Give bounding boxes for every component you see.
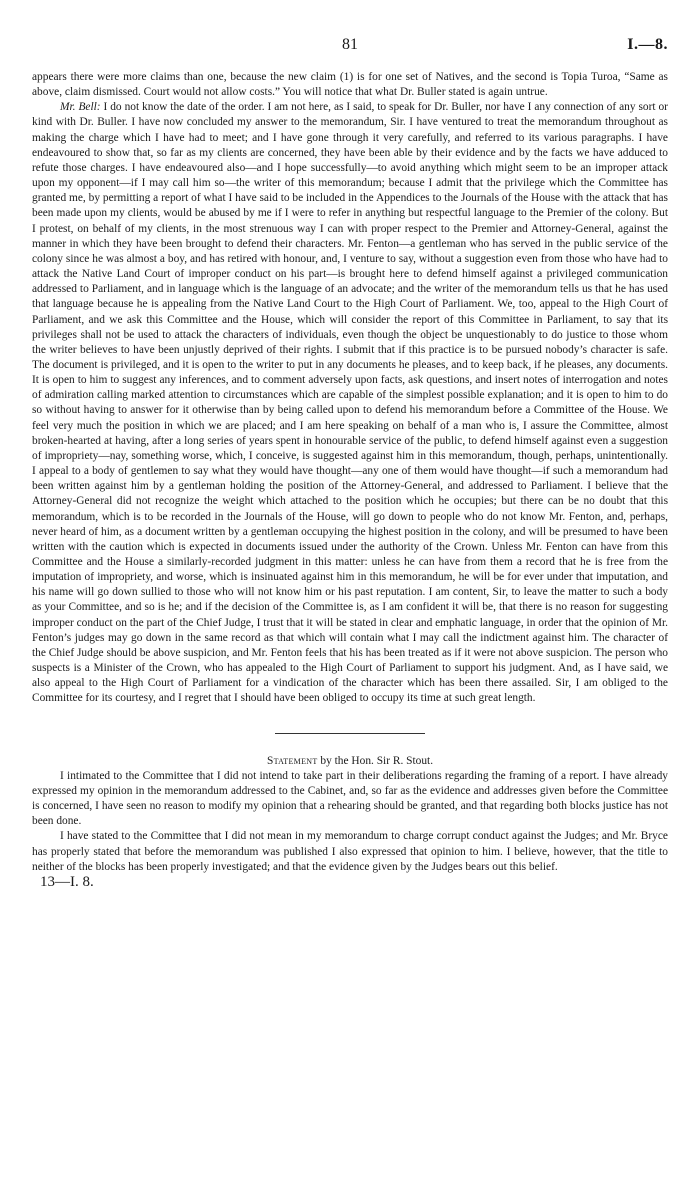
footer-reference: 13—I. 8. bbox=[40, 873, 94, 890]
page-number: 81 bbox=[342, 36, 358, 53]
document-reference: I.—8. bbox=[627, 36, 668, 53]
paragraph-statement-2: I have stated to the Committee that I did not mean in my memorandum to charge corrupt conduct against the Judges; and Mr. Bryce has properly stated that before the memorandum was published I also expressed that opinion to him. I believe, however, that the title to neither of the blocks has been properly investigated; and that the evidence given by the Judges bears out this belief. bbox=[32, 830, 668, 873]
statement-label: Statement bbox=[266, 754, 318, 767]
paragraph-mr-bell-text: I do not know the date of the order. I am not here, as I said, to speak for Dr. Buller, nor have I any connection of any sort or kind with Dr. Buller. I have now concluded my answer to the memorandum, Sir. I have ventured to treat the memorandum throughout as making the charge which I have had to meet; and I have gone through it very carefully, and referred to its various paragraphs. I have endeavoured to show that, so far as my clients are concerned, they have been able by their evidence and by the facts we have adduced to refute those charges. I have endeavoured also—and I hope successfully—to avoid anything which might seem to be an improper attack upon my opponent—if I may call him so—the writer of this memorandum; because I admit that the privilege which the Committee has granted me, by permitting a report of what I have said to be included in the Appendices to the Journals of the House with the attack that has been made upon my clients, would be abused by me if I were to refer in anything but respectful language to the Premier of the colony. But I protest, on behalf of my clients, in the most strenuous way I can with proper respect to the Premier and Attorney-General, against the manner in which they have been brought to defend their characters. Mr. Fenton—a gentleman who has served in the public service of the colony since he was almost a boy, and has retired with honour, and, I venture to say, without a suggestion even from those who have had to attack the Native Land Court of improper conduct on his part—is brought here to defend himself against a privileged communication addressed to Parliament, and in language which is the language of an advocate; and the writer of the memorandum tells us that he has used that language because he is appealing from the Native Land Court to the High Court of Parliament. We, too, appeal to the High Court of Parliament, and we ask this Committee and the House, which will consider the report of this Committee in Parliament, to say that its privileges shall not be used to attack the characters of individuals, even though the object be unquestionably to do justice to those whom the writer believes to have been unjustly deprived of their rights. I submit that if this practice is to be pursued nobody’s character is safe. The document is privileged, and it is open to the writer to put in any documents he pleases, and to keep back, if he pleases, any documents. It is open to him to suggest any inferences, and to comment adversely upon facts, ask questions, and insert notes of interrogation and notes of admiration calling marked attention to circumstances which are capable of the simplest possible explanation; and it is open to him to do so without having to answer for it otherwise than by being called upon to defend his memorandum before a Committee of the House. We feel very much the position in which we are placed; and I am here speaking on behalf of a man who is, I assure the Committee, almost broken-hearted at having, after a long series of years spent in honourable service of the public, to defend himself against even a suggestion of impropriety—nay, something worse, which, I conceive, is suggested against him in this memorandum, though, perhaps, unintentionally. I appeal to a body of gentlemen to say what they would have thought—any one of them would have thought—if such a memorandum had been written against him by a gentleman holding the position of the Attorney-General, and addressed to Parliament. I believe that the Attorney-General did not recognize the weight which attached to the position which he occupies; but there can be no doubt that this memorandum, which is to be recorded in the Journals of the House, will go down to people who do not know Mr. Fenton, and, perhaps, never heard of him, as a document written by a gentleman occupying the highest position in the colony, and will be presumed to have been written with the caution which is expected in documents issued under the authority of the Crown. Unless Mr. Fenton can have from this Committee and the House a similarly-recorded judgment in this matter: unless he can have from them a record that he is free from the imputation of impropriety, and worse, which is insinuated against him in this memorandum, he will be for ever under that imputation, and his name will go down sullied to those who will not know him or his past reputation. I am content, Sir, to leave the matter to such a body as your Committee, and so is he; and if the decision of the Committee is, as I am confident it will be, that there is no reason for suggesting improper conduct on the part of the Chief Judge, I trust that it will be stated in clear and emphatic language, in order that the opinion of Mr. Fenton’s judges may go down in the same record as that which will contain what I may call the indictment against him. The character of the Chief Judge should be above suspicion, and Mr. Fenton feels that his has been treated as if it were not above suspicion. The person who suspects is a Minister of the Crown, who has appealed to the High Court of Parliament to support his judgment. And, as I have said, we also appeal to the High Court of Parliament for a vindication of the character which has been there assailed. Sir, I am obliged to the Committee for its courtesy, and I regret that I should have been obliged to occupy its time at such great length. bbox=[32, 101, 668, 705]
paragraph-mr-bell bbox=[32, 100, 668, 706]
document-body bbox=[32, 70, 668, 890]
paragraph-statement-1: I intimated to the Committee that I did not intend to take part in their deliberations regarding the framing of a report. I have already expressed my opinion in the memorandum addressed to the Cabinet, and, so far as the evidence and addresses given before the Committee is concerned, I have seen no reason to modify my opinion that a rehearing should be granted, and that regarding both blocks justice has not been done. bbox=[32, 769, 668, 828]
statement-heading bbox=[32, 754, 668, 769]
statement-heading-rest: by the Hon. Sir R. Stout. bbox=[317, 754, 434, 767]
section-divider bbox=[275, 733, 425, 734]
paragraph-continuation: appears there were more claims than one, because the new claim (1) is for one set of Natives, and the second is Topia Turoa, “Same as above, claim dismissed. Court would not allow costs.” You will notice that what Dr. Buller stated is again untrue. bbox=[32, 71, 668, 99]
speaker-label: Mr. Bell: bbox=[60, 101, 101, 114]
